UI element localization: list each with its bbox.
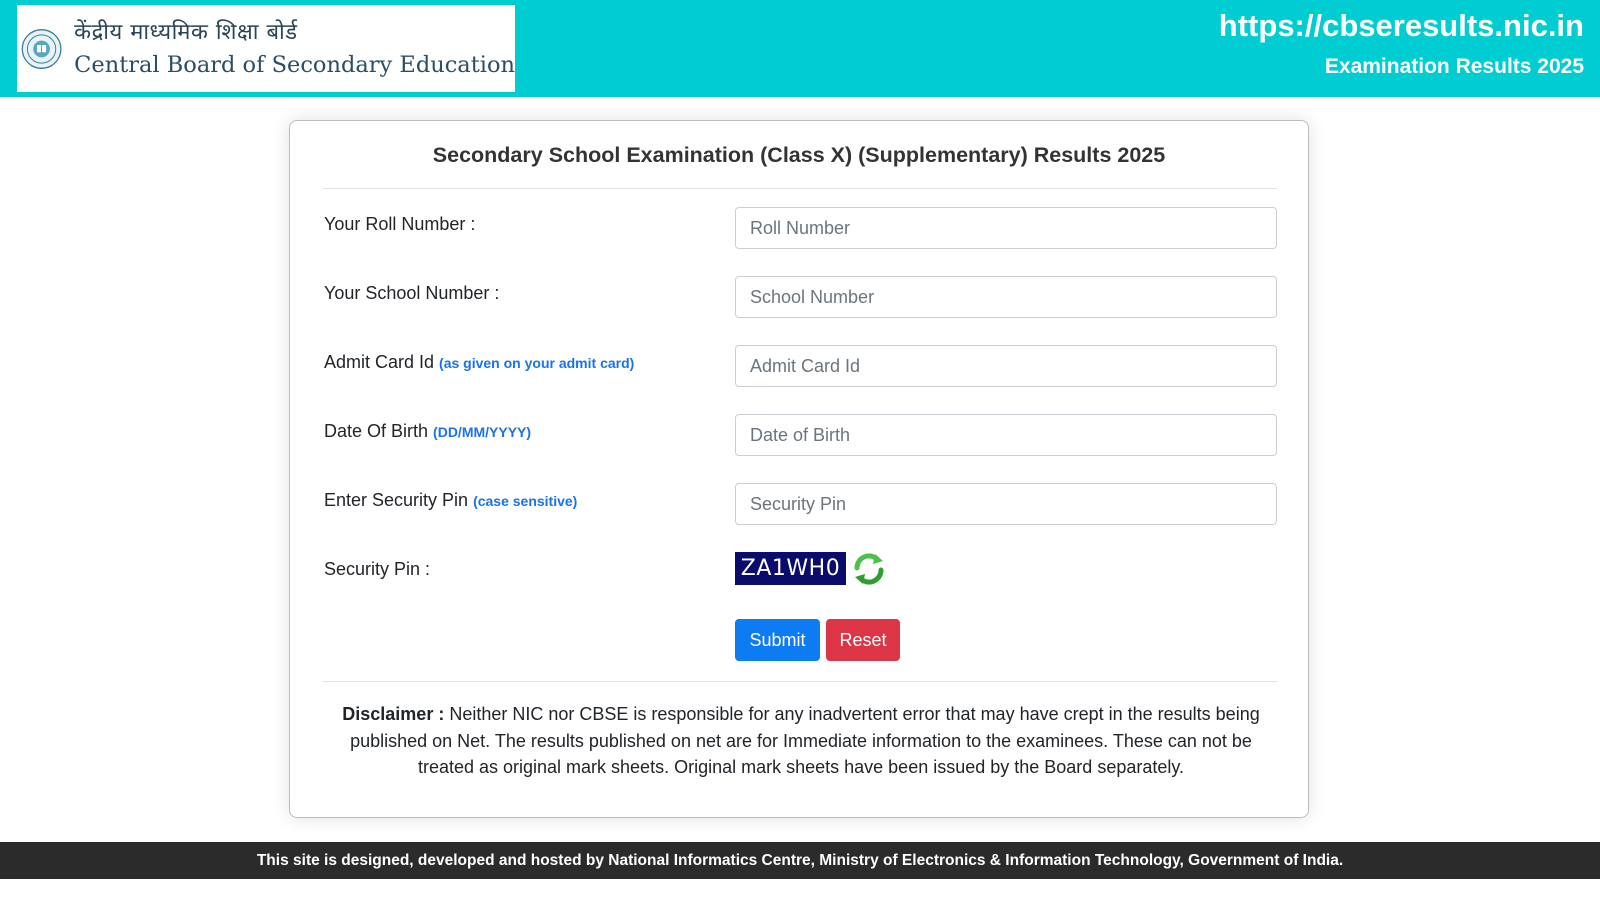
security-pin-input[interactable] xyxy=(735,483,1277,525)
roll-number-label xyxy=(324,214,475,235)
roll-number-input[interactable] xyxy=(735,207,1277,249)
footer-text: This site is designed, developed and hosted by National Informatics Centre, Ministry of Electronics & Information Technology, Government of India. xyxy=(256,851,1344,869)
admit-card-input[interactable] xyxy=(735,345,1277,387)
security-pin-entry-label xyxy=(324,490,577,511)
submit-button[interactable]: Submit xyxy=(735,619,820,661)
title-divider xyxy=(323,188,1277,189)
security-pin-entry-label-text: Enter Security Pin xyxy=(324,490,469,510)
dob-hint: (DD/MM/YYYY) xyxy=(433,424,532,440)
logo-english-text: Central Board of Secondary Education xyxy=(74,51,515,78)
disclaimer-divider xyxy=(323,681,1277,682)
disclaimer-heading: Disclaimer : xyxy=(342,704,445,724)
refresh-icon[interactable] xyxy=(851,551,887,587)
cbse-logo[interactable] xyxy=(17,5,515,92)
security-pin-display-label xyxy=(324,559,430,580)
logo-hindi-text: केंद्रीय माध्यमिक शिक्षा बोर्ड xyxy=(74,19,298,45)
results-form-card xyxy=(289,120,1309,818)
disclaimer-body: Neither NIC nor CBSE is responsible for any inadvertent error that may have crept in the results being published on Net. The results published on net are for Immediate information to the examinees. These can not be treated as original mark sheets. Original mark sheets have been issued by the Board separately. xyxy=(350,704,1260,777)
security-pin-display-label-text: Security Pin : xyxy=(324,559,431,579)
school-number-label-text: Your School Number : xyxy=(324,283,500,303)
disclaimer-text xyxy=(334,701,1268,781)
dob-label xyxy=(324,421,531,442)
admit-card-hint: (as given on your admit card) xyxy=(439,355,635,371)
captcha-image: ZA1WH0 xyxy=(735,552,846,585)
form-title: Secondary School Examination (Class X) (Supplementary) Results 2025 xyxy=(432,143,1166,167)
school-number-input[interactable] xyxy=(735,276,1277,318)
roll-number-label-text: Your Roll Number : xyxy=(324,214,476,234)
school-number-label xyxy=(324,283,499,304)
header-bar xyxy=(0,0,1600,97)
cbse-emblem-icon xyxy=(21,11,62,87)
dob-input[interactable] xyxy=(735,414,1277,456)
admit-card-label-text: Admit Card Id xyxy=(324,352,435,372)
site-url: https://cbseresults.nic.in xyxy=(1218,8,1584,43)
reset-button[interactable]: Reset xyxy=(826,619,900,661)
security-pin-hint: (case sensitive) xyxy=(473,493,578,509)
dob-label-text: Date Of Birth xyxy=(324,421,429,441)
admit-card-label xyxy=(324,352,634,373)
site-subtitle: Examination Results 2025 xyxy=(1324,55,1584,78)
footer-bar xyxy=(0,842,1600,879)
